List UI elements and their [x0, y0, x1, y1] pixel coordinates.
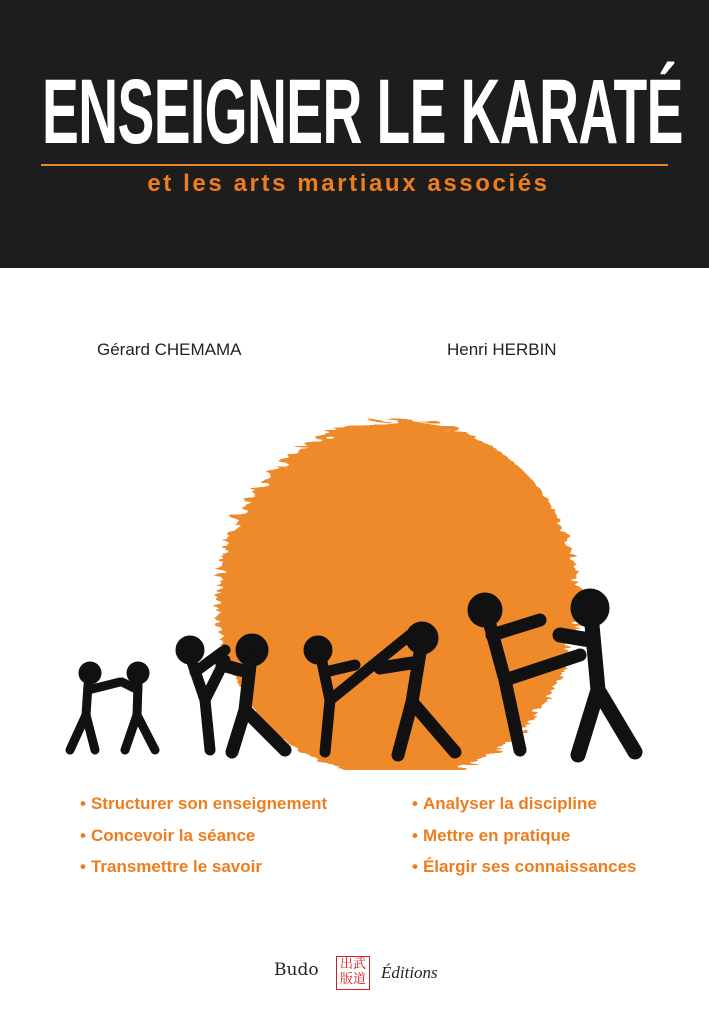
feature-bullet: • Analyser la discipline — [412, 794, 597, 813]
publisher-seal: 出武版道 — [336, 956, 370, 990]
book-subtitle: et les arts martiaux associés — [147, 170, 550, 197]
feature-bullet: • Structurer son enseignement — [80, 794, 328, 813]
orange-sun — [218, 420, 578, 770]
publisher-logo — [0, 958, 709, 988]
book-title: ENSEIGNER LE KARATÉ — [42, 61, 683, 163]
feature-bullet: • Concevoir la séance — [80, 826, 256, 845]
feature-bullet: • Transmettre le savoir — [80, 857, 262, 876]
feature-bullet: • Mettre en pratique — [412, 826, 571, 845]
feature-bullet: • Élargir ses connaissances — [412, 857, 637, 876]
author-1: Gérard CHEMAMA — [97, 340, 242, 359]
cover-header — [0, 0, 709, 268]
karate-illustration — [0, 410, 709, 770]
publisher-name: Budo — [274, 960, 319, 980]
fighter-3 — [181, 641, 225, 750]
fighter-child-1 — [70, 666, 120, 750]
fighter-child-2 — [122, 666, 155, 750]
publisher-suffix: Éditions — [381, 963, 438, 982]
title-divider — [41, 164, 668, 166]
author-2: Henri HERBIN — [447, 340, 557, 359]
